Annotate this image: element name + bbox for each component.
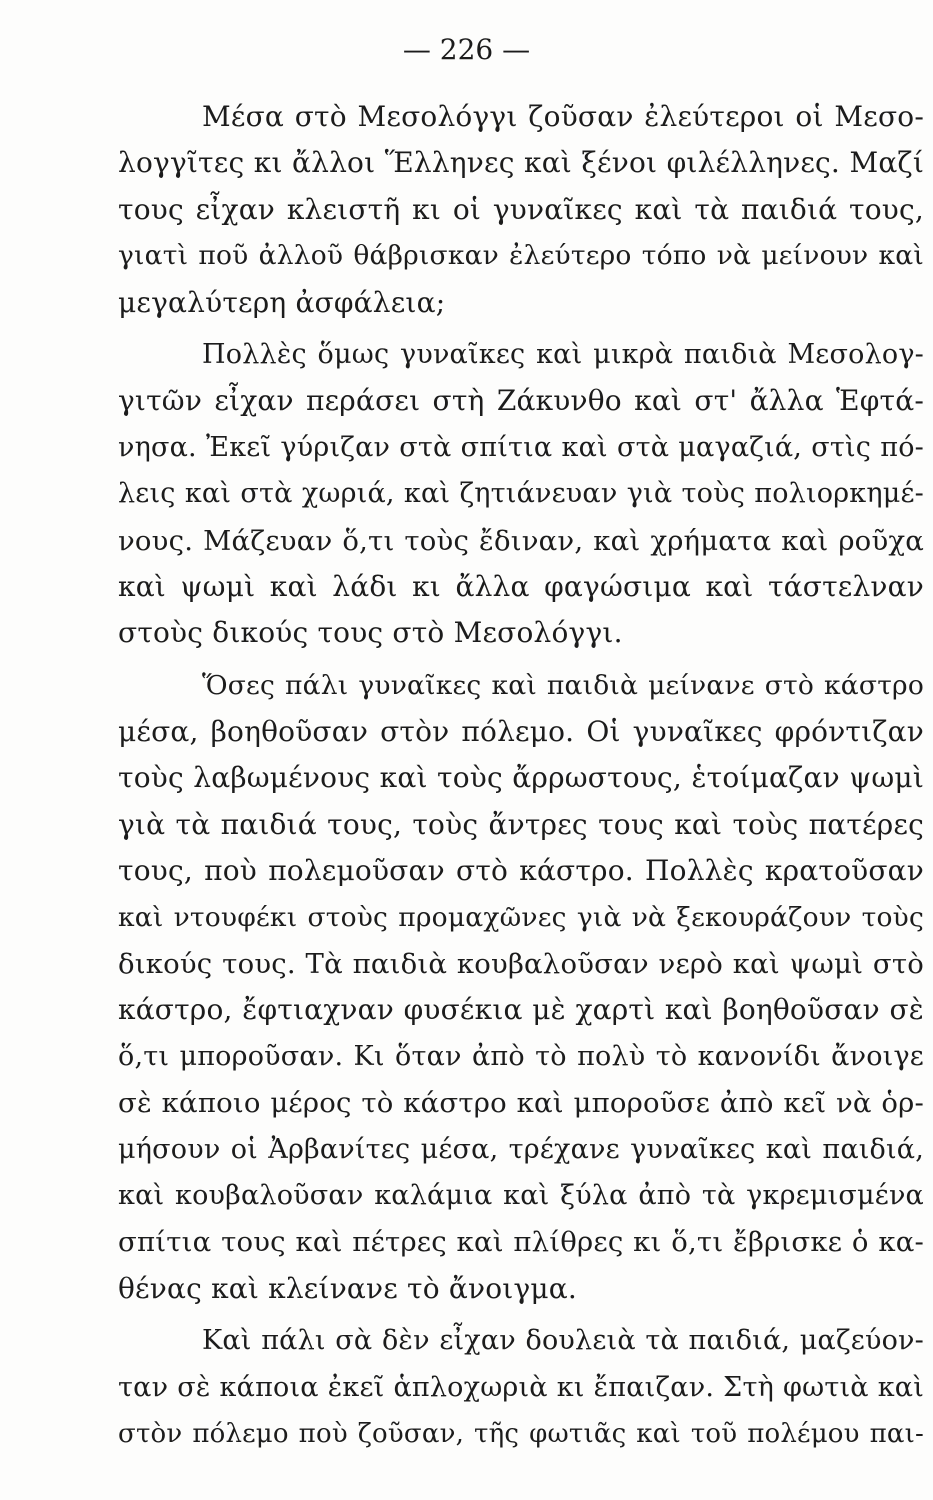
text-line: ὅ,τι μποροῦσαν. Κι ὅταν ἀπὸ τὸ πολὺ τὸ κανονίδι ἄνοιγε bbox=[118, 1040, 924, 1072]
text-line: θένας καὶ κλείνανε τὸ ἄνοιγμα. bbox=[118, 1271, 578, 1305]
paragraph-3 bbox=[118, 663, 924, 1312]
text-line: μεγαλύτερη ἀσφάλεια; bbox=[118, 285, 446, 319]
text-line: Μέσα στὸ Μεσολόγγι ζοῦσαν ἐλεύτεροι οἱ Μεσο- bbox=[202, 100, 924, 133]
text-line: Ὅσες πάλι γυναῖκες καὶ παιδιὰ μείνανε στὸ κάστρο bbox=[202, 669, 924, 701]
text-line: σπίτια τους καὶ πέτρες καὶ πλίθρες κι ὅ,τι ἔβρισκε ὁ κα- bbox=[118, 1226, 924, 1259]
text-line: στὸν πόλεμο ποὺ ζοῦσαν, τῆς φωτιᾶς καὶ τοῦ πολέμου παι- bbox=[118, 1418, 924, 1449]
text-line: τοὺς λαβωμένους καὶ τοὺς ἄρρωστους, ἑτοίμαζαν ψωμὶ bbox=[118, 761, 924, 795]
text-line: λεις καὶ στὰ χωριά, καὶ ζητιάνευαν γιὰ τοὺς πολιορκημέ- bbox=[118, 478, 924, 510]
text-line: καὶ ψωμὶ καὶ λάδι κι ἄλλα φαγώσιμα καὶ τάστελναν bbox=[118, 569, 924, 603]
text-line: νους. Μάζευαν ὅ,τι τοὺς ἔδιναν, καὶ χρήματα καὶ ροῦχα bbox=[118, 524, 924, 557]
body-text bbox=[118, 94, 924, 1463]
page-number: — 226 — bbox=[402, 33, 531, 66]
text-line: μέσα, βοηθοῦσαν στὸν πόλεμο. Οἱ γυναῖκες φρόντιζαν bbox=[118, 715, 924, 749]
text-line: γιατὶ ποῦ ἀλλοῦ θάβρισκαν ἐλεύτερο τόπο νὰ μείνουν καὶ bbox=[118, 240, 924, 272]
paragraph-1 bbox=[118, 94, 924, 326]
text-line: σὲ κάποιο μέρος τὸ κάστρο καὶ μποροῦσε ἀπὸ κεῖ νὰ ὁρ- bbox=[118, 1087, 924, 1120]
text-line: γιτῶν εἶχαν περάσει στὴ Ζάκυνθο καὶ στ' ἄλλα Ἑφτά- bbox=[118, 384, 924, 418]
text-line: ταν σὲ κάποια ἐκεῖ ἁπλοχωριὰ κι ἔπαιζαν. Στὴ φωτιὰ καὶ bbox=[118, 1371, 924, 1403]
text-line: μήσουν οἱ Ἀρβανίτες μέσα, τρέχανε γυναῖκες καὶ παιδιά, bbox=[118, 1133, 924, 1165]
text-line: καὶ κουβαλοῦσαν καλάμια καὶ ξύλα ἀπὸ τὰ γκρεμισμένα bbox=[118, 1179, 924, 1211]
paragraph-2 bbox=[118, 332, 924, 657]
text-line: Πολλὲς ὅμως γυναῖκες καὶ μικρὰ παιδιὰ Μεσολογ- bbox=[202, 338, 924, 370]
text-line: γιὰ τὰ παιδιά τους, τοὺς ἄντρες τους καὶ τοὺς πατέρες bbox=[118, 807, 924, 841]
text-line: στοὺς δικούς τους στὸ Μεσολόγγι. bbox=[118, 616, 623, 650]
text-line: τους εἶχαν κλειστῆ κι οἱ γυναῖκες καὶ τὰ παιδιά τους, bbox=[118, 192, 924, 226]
text-line: κάστρο, ἔφτιαχναν φυσέκια μὲ χαρτὶ καὶ βοηθοῦσαν σὲ bbox=[118, 993, 924, 1027]
paragraph-4 bbox=[118, 1318, 924, 1457]
text-line: δικούς τους. Τὰ παιδιὰ κουβαλοῦσαν νερὸ καὶ ψωμὶ στὸ bbox=[118, 948, 924, 981]
text-line: Καὶ πάλι σὰ δὲν εἶχαν δουλειὰ τὰ παιδιά, μαζεύον- bbox=[202, 1325, 924, 1357]
text-line: λογγῖτες κι ἄλλοι Ἕλληνες καὶ ξένοι φιλέλληνες. Μαζί bbox=[118, 146, 924, 180]
text-line: καὶ ντουφέκι στοὺς προμαχῶνες γιὰ νὰ ξεκουράζουν τοὺς bbox=[118, 901, 924, 933]
text-line: νησα. Ἐκεῖ γύριζαν στὰ σπίτια καὶ στὰ μαγαζιά, στὶς πό- bbox=[118, 431, 924, 463]
text-line: τους, ποὺ πολεμοῦσαν στὸ κάστρο. Πολλὲς κρατοῦσαν bbox=[118, 854, 924, 888]
